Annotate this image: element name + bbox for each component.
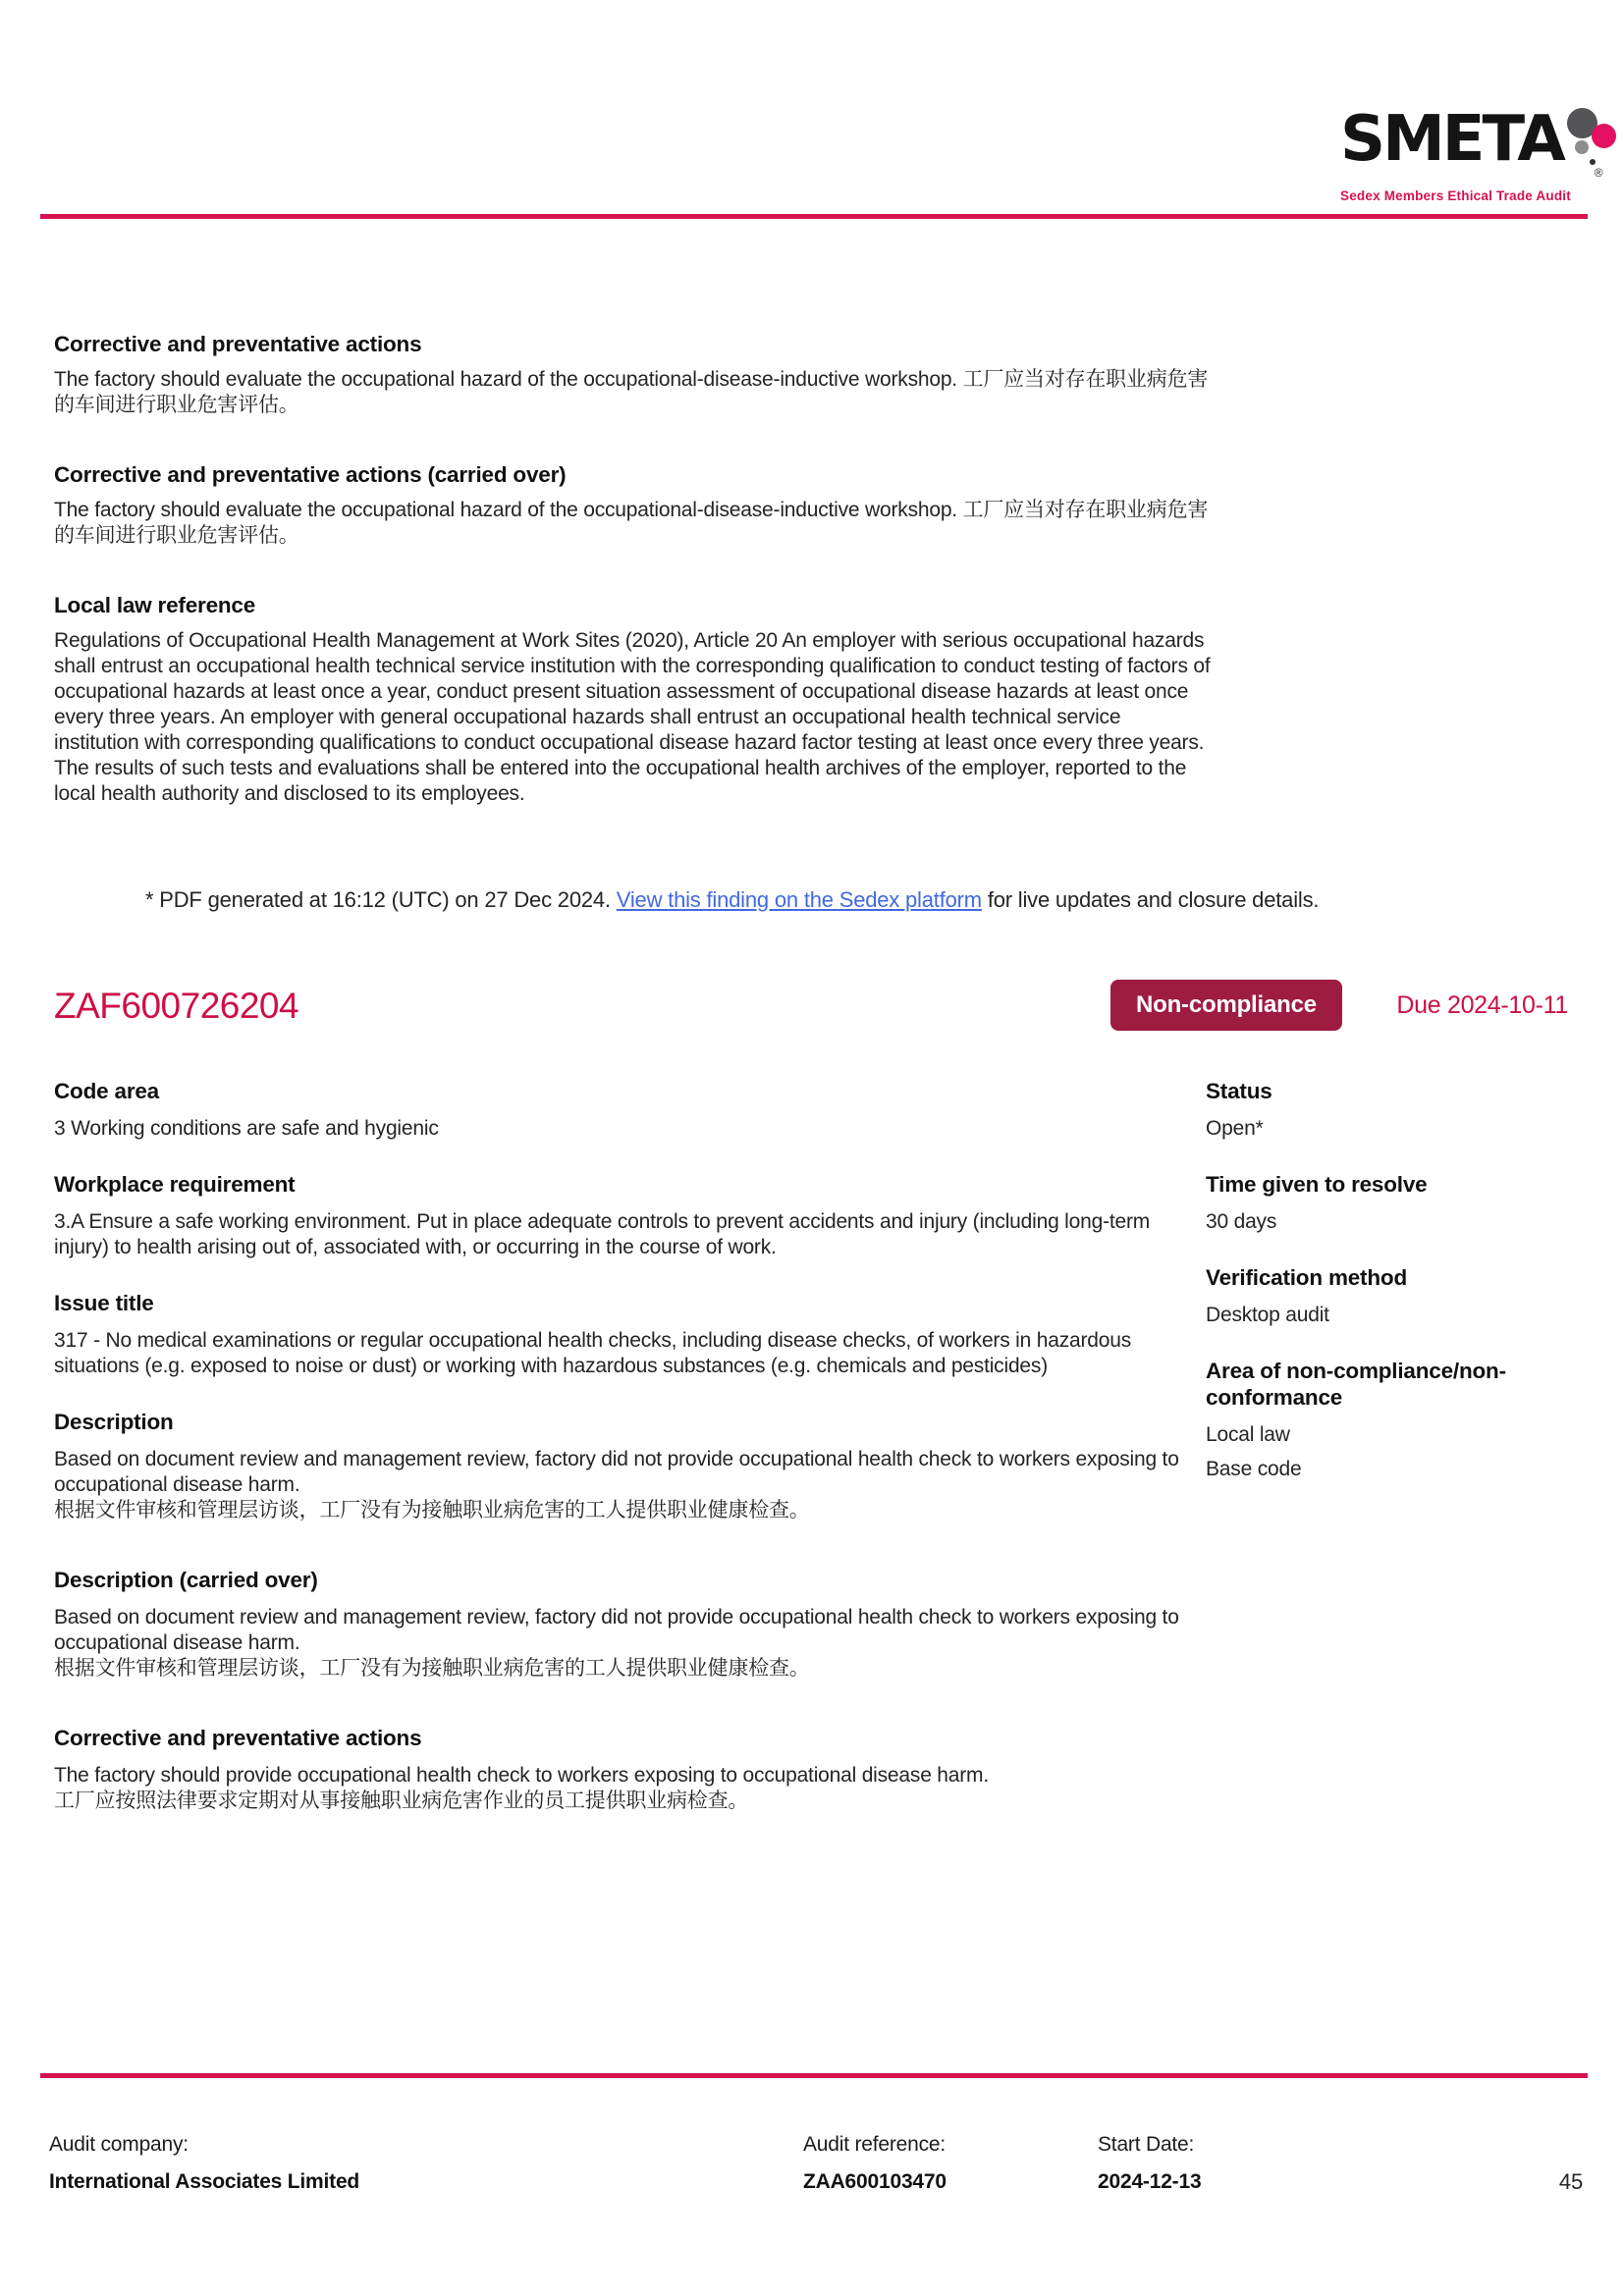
section-corrective-actions [54,331,1211,418]
field-label: Verification method [1206,1265,1407,1290]
field-value: Local law [1206,1423,1290,1446]
field-label: Workplace requirement [54,1172,296,1197]
non-compliance-badge: Non-compliance [1110,980,1342,1031]
field-label: Status [1206,1079,1272,1103]
field-verification-method [1206,1264,1569,1328]
field-label: Time given to resolve [1206,1172,1428,1197]
section-body: The factory should evaluate the occupational hazard of the occupational-disease-inductive workshop. 工厂应当对存在职业病危害的车间进行职业危害评估。 [54,499,1209,547]
sedex-platform-link[interactable]: View this finding on the Sedex platform [616,887,982,912]
section-corrective-actions-carried-over [54,461,1211,549]
field-description [54,1409,1198,1523]
smeta-tagline: Sedex Members Ethical Trade Audit [1340,188,1571,203]
footer-start-date [1098,2132,1201,2195]
field-corrective-actions [54,1725,1198,1814]
field-status [1206,1078,1569,1142]
field-label: Description [54,1410,174,1434]
field-value: 3.A Ensure a safe working environment. Put in place adequate controls to prevent accidents and injury (including long-term injury) to health arising out of, associated with, or occurring in the course of work. [54,1210,1151,1258]
start-date-value: 2024-12-13 [1098,2170,1202,2193]
finding-details-left-column [54,1078,1198,1843]
audit-company-label: Audit company: [49,2133,189,2156]
pdf-note-prefix: * PDF generated at 16:12 (UTC) on 27 Dec 2024. [145,887,617,912]
start-date-label: Start Date: [1098,2133,1195,2156]
header-rule [40,214,1588,219]
field-workplace-requirement [54,1171,1198,1260]
field-label: Area of non-compliance/non-conformance [1206,1359,1506,1410]
field-label: Corrective and preventative actions [54,1726,422,1750]
field-value-en: Based on document review and management review, factory did not provide occupational health check to workers exposing to occupational disease harm. [54,1448,1179,1496]
field-value-en: The factory should provide occupational health check to workers exposing to occupational disease harm. [54,1764,989,1787]
section-heading: Corrective and preventative actions (carried over) [54,462,567,487]
field-value: 317 - No medical examinations or regular occupational health checks, including disease checks, of workers in hazardous situations (e.g. exposed to noise or dust) or working with hazardous substances (e.g. chemicals and pesticides) [54,1329,1131,1377]
pdf-note-suffix: for live updates and closure details. [981,887,1320,912]
field-description-carried-over [54,1567,1198,1682]
audit-company-value: International Associates Limited [49,2170,360,2193]
smeta-wordmark: SMETA [1340,103,1563,176]
section-heading: Local law reference [54,593,256,617]
footer-audit-company [49,2132,359,2195]
logo-dot-tiny-icon [1590,159,1596,165]
field-value-cn: 工厂应按照法律要求定期对从事接触职业病危害作业的员工提供职业病检查。 [54,1789,749,1812]
section-body: Regulations of Occupational Health Management at Work Sites (2020), Article 20 An employer with serious occupational hazards shall entrust an occupational health technical service institution with the corresponding qualification to conduct testing of factors of occupational hazards at least once a year, conduct present situation assessment of occupational disease hazards at least once every three years. An employer with general occupational hazards shall entrust an occupational health technical service institution with corresponding qualifications to conduct occupational disease hazard factor testing at least once every three years. The results of such tests and evaluations shall be entered into the occupational health archives of the employer, reported to the local health authority and disclosed to its employees. [54,629,1211,805]
logo-dot-pink-icon [1592,124,1616,148]
field-value: 3 Working conditions are safe and hygienic [54,1117,439,1140]
field-value-en: Based on document review and management review, factory did not provide occupational health check to workers exposing to occupational disease harm. [54,1606,1179,1654]
field-value: Open* [1206,1117,1264,1140]
section-local-law-reference [54,592,1211,807]
field-area-of-non-compliance [1206,1358,1569,1482]
footer-rule [40,2073,1588,2078]
smeta-logo [1340,103,1603,203]
smeta-dots-icon [1565,108,1623,185]
due-date: Due 2024-10-11 [1396,991,1568,1019]
section-body: The factory should evaluate the occupational hazard of the occupational-disease-inductive workshop. 工厂应当对存在职业病危害的车间进行职业危害评估。 [54,368,1209,416]
audit-reference-label: Audit reference: [803,2133,947,2156]
field-time-given-to-resolve [1206,1171,1569,1235]
field-value-cn: 根据文件审核和管理层访谈，工厂没有为接触职业病危害的工人提供职业健康检查。 [54,1657,810,1680]
field-value: 30 days [1206,1210,1277,1233]
audit-reference-value: ZAA600103470 [803,2170,947,2193]
logo-dot-small-gray-icon [1575,140,1589,154]
field-label: Description (carried over) [54,1568,318,1592]
section-heading: Corrective and preventative actions [54,332,422,356]
field-label: Issue title [54,1291,154,1315]
registered-trademark: ® [1594,166,1603,180]
field-label: Code area [54,1079,159,1103]
field-value-cn: 根据文件审核和管理层访谈，工厂没有为接触职业病危害的工人提供职业健康检查。 [54,1499,810,1522]
field-code-area [54,1078,1198,1142]
footer-audit-reference [803,2132,947,2195]
finding-header [54,980,1568,1035]
finding-id: ZAF600726204 [54,986,299,1026]
page-number: 45 [1558,2169,1583,2194]
field-issue-title [54,1290,1198,1379]
finding-details-right-column [1206,1078,1569,1512]
carried-over-sections [54,331,1211,850]
field-value: Desktop audit [1206,1304,1329,1326]
field-value: Base code [1206,1458,1302,1480]
pdf-generated-note [145,886,1319,913]
